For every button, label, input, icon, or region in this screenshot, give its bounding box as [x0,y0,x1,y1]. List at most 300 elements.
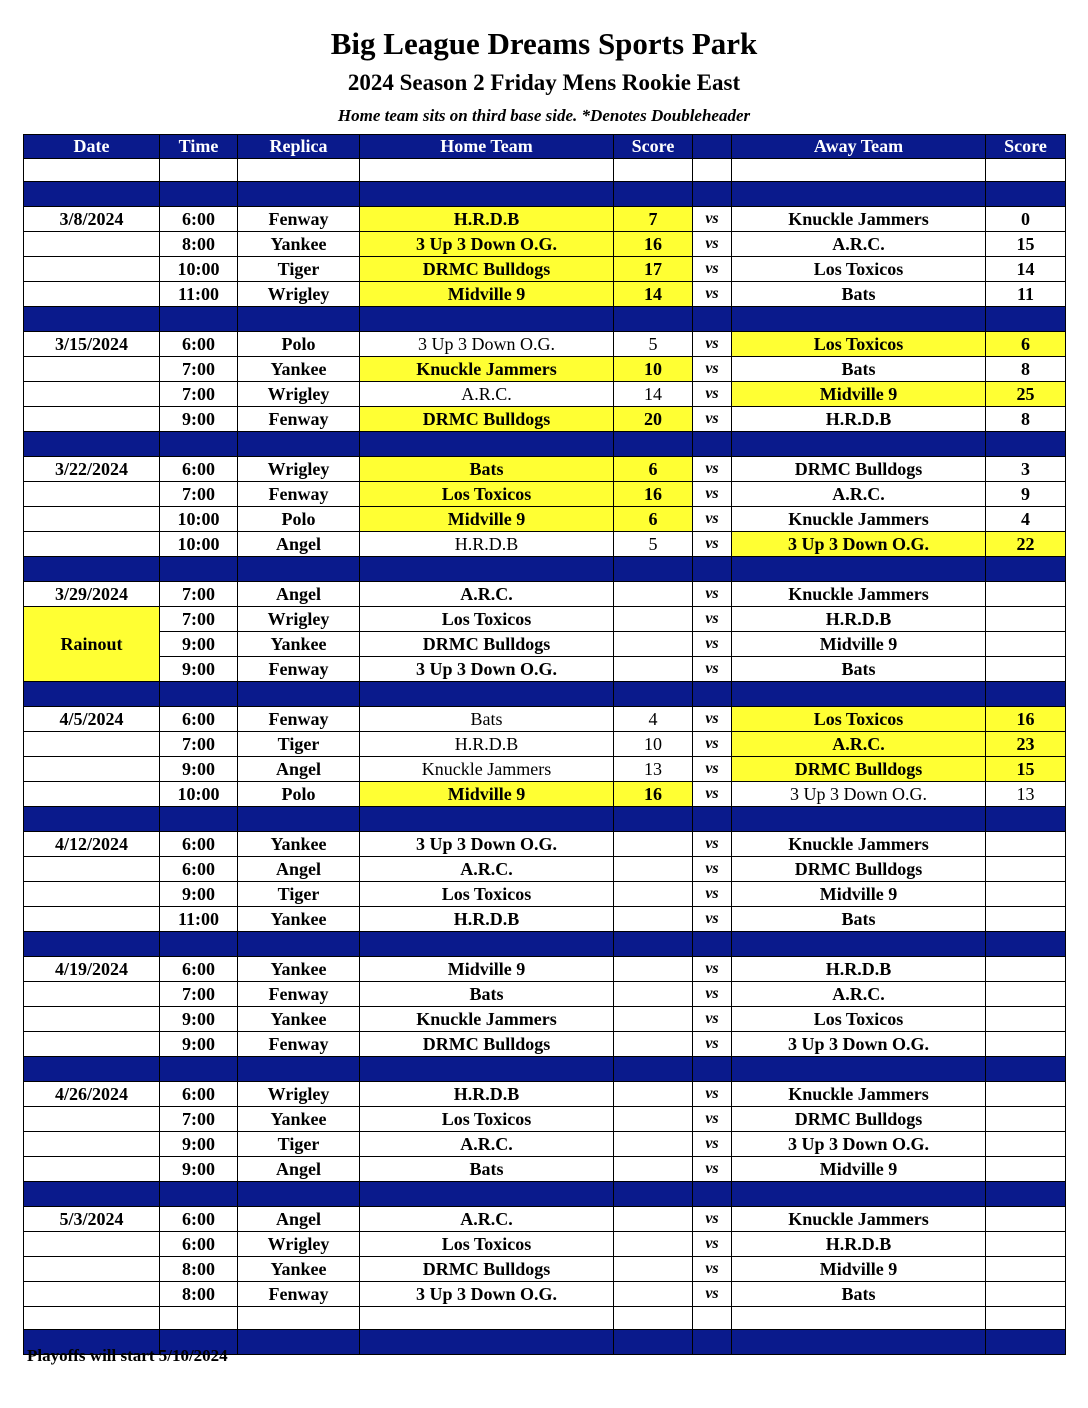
game-field: Angel [238,1207,360,1232]
vs-label: vs [693,1132,732,1157]
vs-label: vs [693,1157,732,1182]
spacer-cell [360,432,614,457]
header-row [24,135,1066,159]
game-date [24,1157,160,1182]
game-field: Yankee [238,907,360,932]
home-team: H.R.D.B [360,1082,614,1107]
spacer-cell [614,1182,693,1207]
game-field: Tiger [238,257,360,282]
spacer-cell [614,307,693,332]
game-date: 3/15/2024 [24,332,160,357]
home-score [614,1132,693,1157]
week-separator [24,182,1066,207]
spacer-cell [693,932,732,957]
game-time: 7:00 [160,582,238,607]
spacer-cell [732,682,986,707]
vs-label: vs [693,632,732,657]
spacer-cell [693,1307,732,1330]
vs-label: vs [693,257,732,282]
spacer-cell [160,807,238,832]
spacer-cell [614,932,693,957]
game-date [24,482,160,507]
game-row [24,757,1066,782]
game-row [24,782,1066,807]
week-separator [24,557,1066,582]
home-score: 13 [614,757,693,782]
spacer-cell [24,932,160,957]
col-away-score: Score [986,135,1066,159]
spacer-cell [360,1057,614,1082]
spacer-cell [986,1182,1066,1207]
away-team: Midville 9 [732,382,986,407]
week-separator [24,807,1066,832]
game-date: 4/12/2024 [24,832,160,857]
game-row [24,232,1066,257]
game-time: 7:00 [160,382,238,407]
game-row [24,657,1066,682]
game-field: Fenway [238,707,360,732]
game-row [24,1282,1066,1307]
game-row [24,407,1066,432]
home-score [614,1007,693,1032]
vs-label: vs [693,1007,732,1032]
away-team: Knuckle Jammers [732,1082,986,1107]
game-time: 6:00 [160,332,238,357]
home-team: Los Toxicos [360,482,614,507]
away-score [986,632,1066,657]
game-date [24,907,160,932]
home-score [614,1082,693,1107]
away-team: Knuckle Jammers [732,207,986,232]
spacer-cell [238,1057,360,1082]
spacer-cell [238,1330,360,1355]
game-row [24,1207,1066,1232]
away-team: DRMC Bulldogs [732,757,986,782]
away-score [986,982,1066,1007]
vs-label: vs [693,1232,732,1257]
game-row [24,357,1066,382]
home-team: A.R.C. [360,582,614,607]
vs-label: vs [693,957,732,982]
vs-label: vs [693,707,732,732]
away-team: Knuckle Jammers [732,507,986,532]
away-score: 11 [986,282,1066,307]
game-time: 10:00 [160,507,238,532]
game-row [24,857,1066,882]
game-date [24,1257,160,1282]
game-row [24,1157,1066,1182]
spacer-cell [160,159,238,182]
vs-label: vs [693,907,732,932]
spacer-cell [986,807,1066,832]
away-team: H.R.D.B [732,607,986,632]
spacer-cell [24,1307,160,1330]
away-score [986,832,1066,857]
away-score: 13 [986,782,1066,807]
spacer-cell [160,1182,238,1207]
spacer-cell [732,432,986,457]
game-time: 9:00 [160,1157,238,1182]
vs-label: vs [693,1207,732,1232]
vs-label: vs [693,532,732,557]
vs-label: vs [693,882,732,907]
away-score [986,1082,1066,1107]
away-score [986,1282,1066,1307]
away-score: 0 [986,207,1066,232]
away-team: Bats [732,1282,986,1307]
home-score [614,607,693,632]
home-score [614,857,693,882]
home-team: Knuckle Jammers [360,757,614,782]
game-date [24,757,160,782]
game-time: 6:00 [160,957,238,982]
game-time: 9:00 [160,407,238,432]
home-team: Knuckle Jammers [360,1007,614,1032]
game-row [24,1007,1066,1032]
away-score [986,1132,1066,1157]
home-score [614,1282,693,1307]
game-row [24,507,1066,532]
home-score: 10 [614,357,693,382]
spacer-cell [693,557,732,582]
home-team: Midville 9 [360,507,614,532]
home-team: A.R.C. [360,857,614,882]
spacer-cell [24,432,160,457]
spacer-cell [238,307,360,332]
away-team: DRMC Bulldogs [732,857,986,882]
spacer-cell [238,557,360,582]
game-field: Yankee [238,1007,360,1032]
away-team: A.R.C. [732,982,986,1007]
spacer-cell [24,1057,160,1082]
game-row [24,257,1066,282]
spacer-cell [614,1307,693,1330]
week-separator [24,1057,1066,1082]
game-field: Fenway [238,207,360,232]
home-score: 6 [614,457,693,482]
game-row [24,832,1066,857]
home-team: Midville 9 [360,782,614,807]
spacer-cell [732,1307,986,1330]
away-score: 16 [986,707,1066,732]
away-score [986,1257,1066,1282]
spacer-cell [693,159,732,182]
vs-label: vs [693,1282,732,1307]
home-score [614,1232,693,1257]
home-score: 4 [614,707,693,732]
game-row [24,1082,1066,1107]
home-score: 17 [614,257,693,282]
away-score: 25 [986,382,1066,407]
vs-label: vs [693,207,732,232]
home-team: 3 Up 3 Down O.G. [360,657,614,682]
game-date [24,232,160,257]
week-separator [24,307,1066,332]
game-time: 8:00 [160,232,238,257]
rainout-label: Rainout [24,607,160,682]
home-score: 16 [614,232,693,257]
spacer-cell [614,159,693,182]
game-field: Yankee [238,357,360,382]
home-team: Bats [360,982,614,1007]
spacer-cell [732,557,986,582]
home-team: A.R.C. [360,382,614,407]
home-score [614,882,693,907]
spacer-cell [24,159,160,182]
game-date [24,257,160,282]
game-date [24,1007,160,1032]
away-score [986,957,1066,982]
spacer-cell [238,1307,360,1330]
home-team: Knuckle Jammers [360,357,614,382]
game-time: 9:00 [160,632,238,657]
col-vs [693,135,732,159]
away-score: 15 [986,757,1066,782]
game-row [24,482,1066,507]
away-team: Midville 9 [732,1257,986,1282]
game-time: 6:00 [160,457,238,482]
spacer-cell [732,807,986,832]
away-team: Knuckle Jammers [732,582,986,607]
vs-label: vs [693,657,732,682]
spacer-cell [24,682,160,707]
away-score: 9 [986,482,1066,507]
spacer-cell [986,307,1066,332]
away-team: 3 Up 3 Down O.G. [732,782,986,807]
away-score: 6 [986,332,1066,357]
away-team: DRMC Bulldogs [732,457,986,482]
spacer-cell [693,432,732,457]
game-time: 9:00 [160,1007,238,1032]
away-team: 3 Up 3 Down O.G. [732,1032,986,1057]
game-row [24,907,1066,932]
game-date: 5/3/2024 [24,1207,160,1232]
home-team: DRMC Bulldogs [360,1032,614,1057]
home-team: A.R.C. [360,1132,614,1157]
home-team: Bats [360,707,614,732]
game-field: Tiger [238,882,360,907]
spacer-cell [693,182,732,207]
game-date: 3/8/2024 [24,207,160,232]
spacer-cell [360,932,614,957]
away-score [986,1107,1066,1132]
away-score: 8 [986,357,1066,382]
game-date [24,1132,160,1157]
spacer-cell [360,682,614,707]
away-team: Los Toxicos [732,257,986,282]
away-team: Bats [732,907,986,932]
away-team: Midville 9 [732,1157,986,1182]
game-row [24,1257,1066,1282]
away-team: H.R.D.B [732,407,986,432]
away-score: 4 [986,507,1066,532]
away-team: H.R.D.B [732,1232,986,1257]
game-row [24,532,1066,557]
away-team: A.R.C. [732,732,986,757]
game-time: 11:00 [160,907,238,932]
game-field: Fenway [238,407,360,432]
col-home-score: Score [614,135,693,159]
game-date [24,982,160,1007]
page-title: Big League Dreams Sports Park [330,26,758,61]
game-time: 6:00 [160,832,238,857]
home-score: 14 [614,282,693,307]
spacer-cell [360,307,614,332]
home-team: H.R.D.B [360,732,614,757]
vs-label: vs [693,732,732,757]
away-team: A.R.C. [732,482,986,507]
game-field: Yankee [238,832,360,857]
game-field: Angel [238,857,360,882]
home-score: 7 [614,207,693,232]
home-score [614,1032,693,1057]
game-time: 7:00 [160,482,238,507]
vs-label: vs [693,232,732,257]
vs-label: vs [693,607,732,632]
away-team: Bats [732,357,986,382]
spacer-cell [160,557,238,582]
away-team: Bats [732,282,986,307]
game-field: Wrigley [238,282,360,307]
footer-note: Playoffs will start 5/10/2024 [27,1346,228,1365]
away-team: DRMC Bulldogs [732,1107,986,1132]
game-row [24,957,1066,982]
game-field: Wrigley [238,457,360,482]
home-team: Los Toxicos [360,1232,614,1257]
away-score [986,1232,1066,1257]
away-score: 15 [986,232,1066,257]
game-row [24,607,1066,632]
col-replica: Replica [238,135,360,159]
home-team: Bats [360,1157,614,1182]
spacer-cell [160,307,238,332]
spacer-cell [732,1330,986,1355]
spacer-cell [238,1182,360,1207]
spacer-cell [238,932,360,957]
game-date [24,1232,160,1257]
game-time: 9:00 [160,1132,238,1157]
spacer-cell [238,432,360,457]
spacer-cell [732,1057,986,1082]
away-team: Midville 9 [732,882,986,907]
spacer-cell [693,807,732,832]
game-field: Fenway [238,982,360,1007]
game-date [24,1032,160,1057]
vs-label: vs [693,757,732,782]
spacer-cell [360,1307,614,1330]
home-team: Midville 9 [360,282,614,307]
home-score [614,657,693,682]
spacer-cell [160,932,238,957]
home-score [614,957,693,982]
vs-label: vs [693,382,732,407]
game-date [24,507,160,532]
away-team: Los Toxicos [732,1007,986,1032]
home-score [614,632,693,657]
spacer-cell [986,557,1066,582]
home-team: A.R.C. [360,1207,614,1232]
vs-label: vs [693,482,732,507]
away-score: 8 [986,407,1066,432]
game-field: Polo [238,332,360,357]
spacer-cell [238,682,360,707]
game-date [24,882,160,907]
home-score: 6 [614,507,693,532]
game-time: 6:00 [160,707,238,732]
col-away-team: Away Team [732,135,986,159]
game-date [24,782,160,807]
game-date: 3/29/2024 [24,582,160,607]
game-field: Yankee [238,1107,360,1132]
home-team: Los Toxicos [360,1107,614,1132]
home-team: Los Toxicos [360,607,614,632]
game-row [24,1232,1066,1257]
away-score [986,1032,1066,1057]
spacer-cell [160,682,238,707]
home-score [614,907,693,932]
spacer-cell [693,1057,732,1082]
col-time: Time [160,135,238,159]
game-time: 7:00 [160,607,238,632]
home-score [614,1157,693,1182]
home-team: H.R.D.B [360,907,614,932]
game-time: 7:00 [160,1107,238,1132]
game-field: Wrigley [238,382,360,407]
game-row [24,732,1066,757]
away-score: 23 [986,732,1066,757]
page-note: Home team sits on third base side. *Denotes Doubleheader [337,106,751,125]
game-field: Tiger [238,1132,360,1157]
home-score [614,582,693,607]
home-score: 5 [614,332,693,357]
spacer-cell [360,159,614,182]
vs-label: vs [693,857,732,882]
home-team: Bats [360,457,614,482]
game-date [24,407,160,432]
spacer-cell [360,807,614,832]
schedule-table [23,134,1066,1355]
vs-label: vs [693,1082,732,1107]
spacer-cell [986,682,1066,707]
spacer-cell [986,432,1066,457]
page-subtitle: 2024 Season 2 Friday Mens Rookie East [347,70,741,95]
spacer-cell [24,307,160,332]
game-row [24,282,1066,307]
home-team: 3 Up 3 Down O.G. [360,332,614,357]
home-team: Midville 9 [360,957,614,982]
game-date [24,1282,160,1307]
spacer-cell [693,307,732,332]
vs-label: vs [693,507,732,532]
home-team: Los Toxicos [360,882,614,907]
away-score [986,1207,1066,1232]
game-row [24,982,1066,1007]
game-field: Polo [238,782,360,807]
spacer-cell [24,557,160,582]
vs-label: vs [693,457,732,482]
spacer-cell [693,1182,732,1207]
game-field: Tiger [238,732,360,757]
home-team: 3 Up 3 Down O.G. [360,1282,614,1307]
game-field: Fenway [238,657,360,682]
game-date [24,282,160,307]
game-time: 9:00 [160,1032,238,1057]
spacer-cell [614,432,693,457]
schedule-body [24,159,1066,1355]
game-time: 7:00 [160,732,238,757]
away-score [986,582,1066,607]
spacer-cell [614,182,693,207]
